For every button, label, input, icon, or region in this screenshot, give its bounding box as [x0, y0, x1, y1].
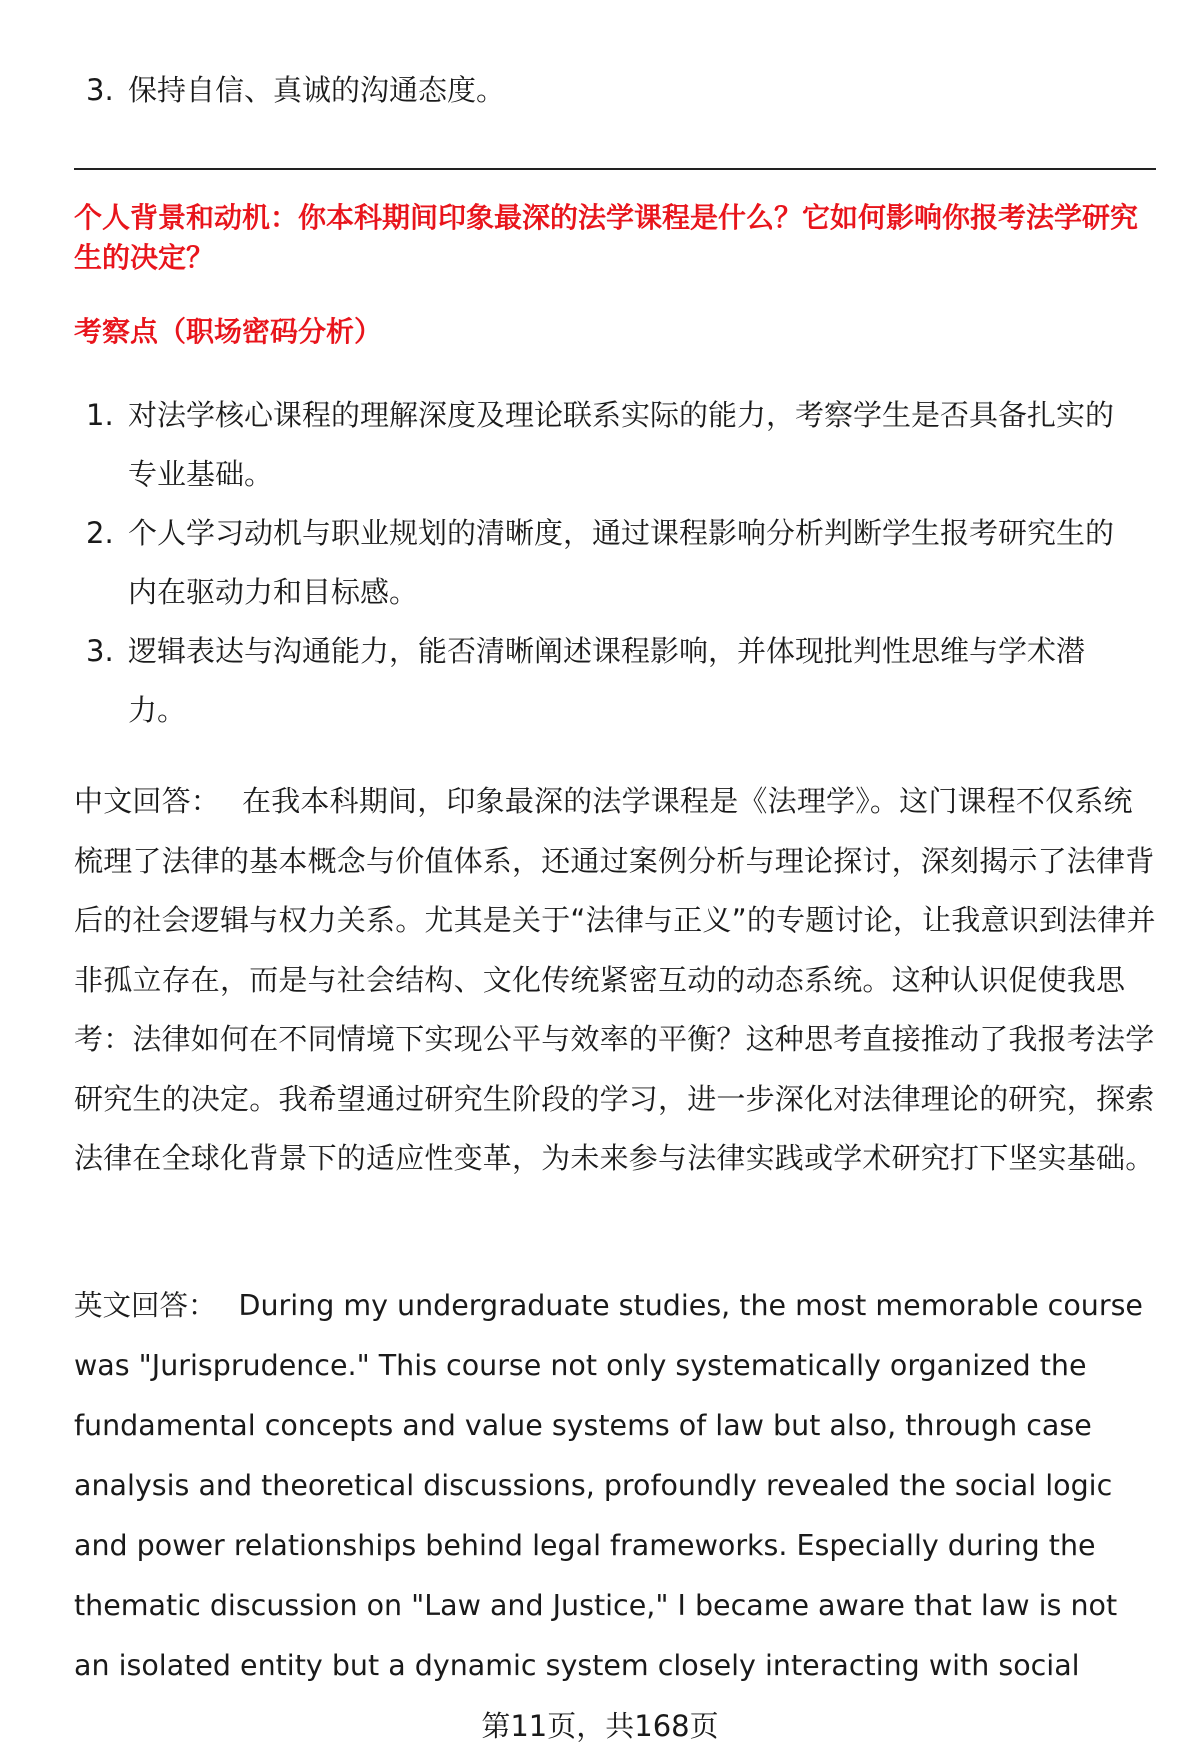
english-answer-text: During my undergraduate studies, the most memorable course was "Jurisprudence." This course not only systematically organized the fundamental concepts and value systems of law but also, through case analysis and theoretical discussions, profoundly revealed the social logic and power relationships behind legal frameworks. Especially during the thematic discussion on "Law and Justice," I became aware that law is not an isolated entity but a dynamic system closely interacting with social	[74, 1289, 1143, 1682]
list-item-text: 个人学习动机与职业规划的清晰度，通过课程影响分析判断学生报考研究生的内在驱动力和目标感。	[128, 516, 1115, 609]
list-number: 1.	[86, 398, 114, 432]
chinese-answer-text: 在我本科期间，印象最深的法学课程是《法理学》。这门课程不仅系统梳理了法律的基本概念与价值体系，还通过案例分析与理论探讨，深刻揭示了法律背后的社会逻辑与权力关系。尤其是关于“法律与正义”的专题讨论，让我意识到法律并非孤立存在，而是与社会结构、文化传统紧密互动的动态系统。这种认识促使我思考：法律如何在不同情境下实现公平与效率的平衡？这种思考直接推动了我报考法学研究生的决定。我希望通过研究生阶段的学习，进一步深化对法律理论的研究，探索法律在全球化背景下的适应性变革，为未来参与法律实践或学术研究打下坚实基础。	[74, 784, 1156, 1175]
page-number-footer: 第11页，共168页	[481, 1709, 719, 1743]
chinese-answer-label: 中文回答：	[74, 784, 221, 818]
english-answer-paragraph	[74, 1276, 1156, 1696]
list-item-text: 逻辑表达与沟通能力，能否清晰阐述课程影响，并体现批判性思维与学术潜力。	[128, 634, 1086, 727]
previous-list-item	[74, 64, 505, 116]
analysis-points-list	[74, 386, 1156, 740]
list-number: 3.	[86, 73, 114, 107]
list-item-text: 保持自信、真诚的沟通态度。	[128, 73, 506, 107]
list-item-text: 对法学核心课程的理解深度及理论联系实际的能力，考察学生是否具备扎实的专业基础。	[128, 398, 1115, 491]
analysis-title: 考察点（职场密码分析）	[74, 315, 383, 348]
english-answer-label: 英文回答：	[74, 1289, 217, 1322]
list-item	[74, 504, 1156, 622]
chinese-answer-paragraph	[74, 772, 1156, 1189]
question-heading: 个人背景和动机：你本科期间印象最深的法学课程是什么？它如何影响你报考法学研究生的决定？	[74, 201, 1139, 274]
list-number: 2.	[86, 516, 114, 550]
list-item	[74, 386, 1156, 504]
section-divider	[74, 168, 1156, 170]
list-number: 3.	[86, 634, 114, 668]
list-item	[74, 622, 1156, 740]
